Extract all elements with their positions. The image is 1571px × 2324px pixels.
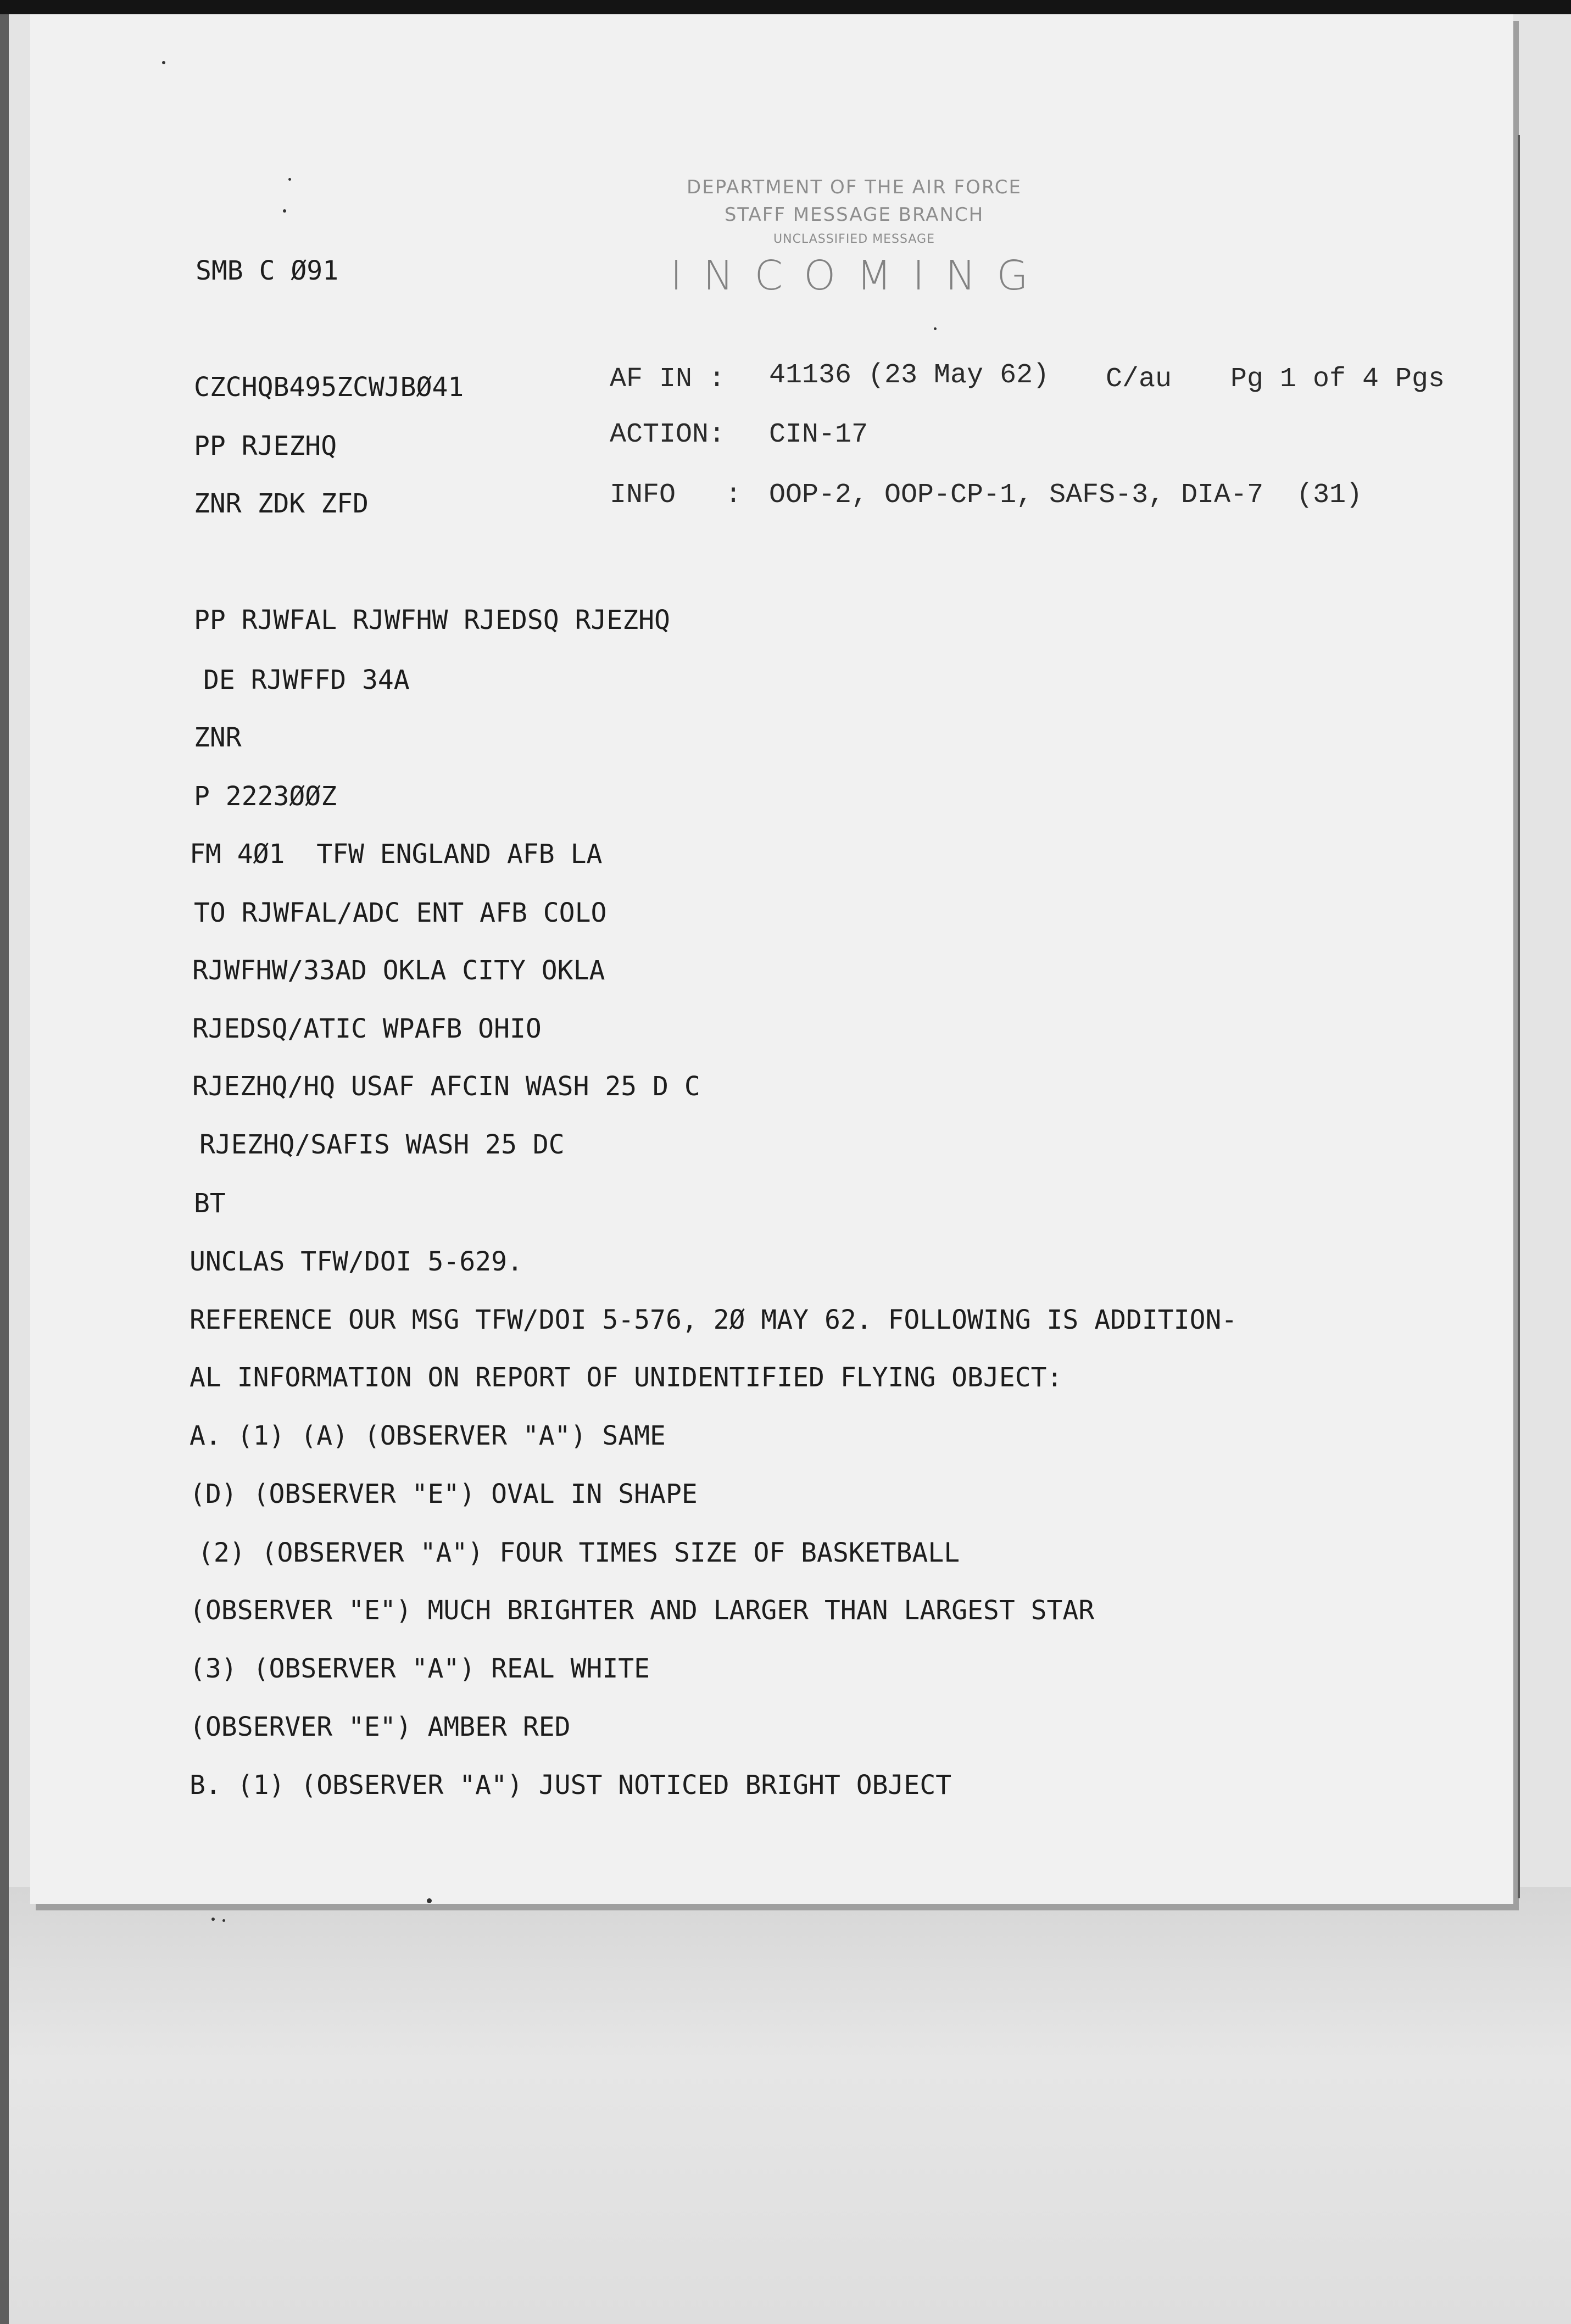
message-line: (3) (OBSERVER "A") REAL WHITE <box>190 1653 650 1684</box>
message-line: BT <box>194 1188 226 1219</box>
film-left-border <box>0 14 9 2324</box>
routing-line-3: ZNR ZDK ZFD <box>194 488 369 519</box>
background-surface <box>9 1887 1571 2324</box>
message-line: B. (1) (OBSERVER "A") JUST NOTICED BRIGHT OBJECT <box>190 1770 952 1801</box>
message-line: (OBSERVER "E") AMBER RED <box>190 1712 571 1742</box>
info-label: INFO : <box>610 480 742 511</box>
message-line: FM 4Ø1 TFW ENGLAND AFB LA <box>190 839 603 870</box>
info-value: OOP-2, OOP-CP-1, SAFS-3, DIA-7 (31) <box>769 480 1363 511</box>
message-page <box>30 14 1513 1904</box>
af-in-label: AF IN : <box>610 364 726 395</box>
message-line: PP RJWFAL RJWFHW RJEDSQ RJEZHQ <box>194 605 670 636</box>
routing-line-2: PP RJEZHQ <box>194 431 337 461</box>
message-line: RJEZHQ/SAFIS WASH 25 DC <box>199 1129 565 1160</box>
message-line: DE RJWFFD 34A <box>203 665 410 695</box>
message-line: AL INFORMATION ON REPORT OF UNIDENTIFIED FLYING OBJECT: <box>190 1362 1063 1393</box>
action-label: ACTION: <box>610 419 726 450</box>
page-count: Pg 1 of 4 Pgs <box>1230 364 1445 395</box>
message-line: (2) (OBSERVER "A") FOUR TIMES SIZE OF BASKETBALL <box>198 1537 960 1568</box>
smb-code: SMB C Ø91 <box>196 255 339 286</box>
message-line: ZNR <box>194 722 242 753</box>
message-line: P 2223ØØZ <box>194 781 337 812</box>
office-line-1: DEPARTMENT OF THE AIR FORCE <box>687 176 1022 198</box>
message-line: RJEZHQ/HQ USAF AFCIN WASH 25 D C <box>192 1071 700 1102</box>
message-line: (D) (OBSERVER "E") OVAL IN SHAPE <box>190 1479 698 1509</box>
message-line: (OBSERVER "E") MUCH BRIGHTER AND LARGER THAN LARGEST STAR <box>190 1595 1095 1626</box>
message-line: TO RJWFAL/ADC ENT AFB COLO <box>194 898 607 928</box>
message-line: REFERENCE OUR MSG TFW/DOI 5-576, 2Ø MAY 62. FOLLOWING IS ADDITION- <box>190 1305 1238 1335</box>
message-line: RJWFHW/33AD OKLA CITY OKLA <box>192 955 605 986</box>
office-line-3: UNCLASSIFIED MESSAGE <box>773 232 935 246</box>
routing-line-1: CZCHQB495ZCWJBØ41 <box>194 372 464 403</box>
film-top-border <box>0 0 1571 14</box>
clerk-initials: C/au <box>1106 364 1172 395</box>
office-line-2: STAFF MESSAGE BRANCH <box>724 204 984 226</box>
action-value: CIN-17 <box>769 419 868 450</box>
right-margin-rule <box>1518 135 1520 1898</box>
incoming-stamp: INCOMING <box>670 252 1049 299</box>
message-line: RJEDSQ/ATIC WPAFB OHIO <box>192 1013 542 1044</box>
message-line: UNCLAS TFW/DOI 5-629. <box>190 1246 523 1277</box>
af-in-value: 41136 (23 May 62) <box>769 360 1050 391</box>
message-line: A. (1) (A) (OBSERVER "A") SAME <box>190 1420 666 1451</box>
